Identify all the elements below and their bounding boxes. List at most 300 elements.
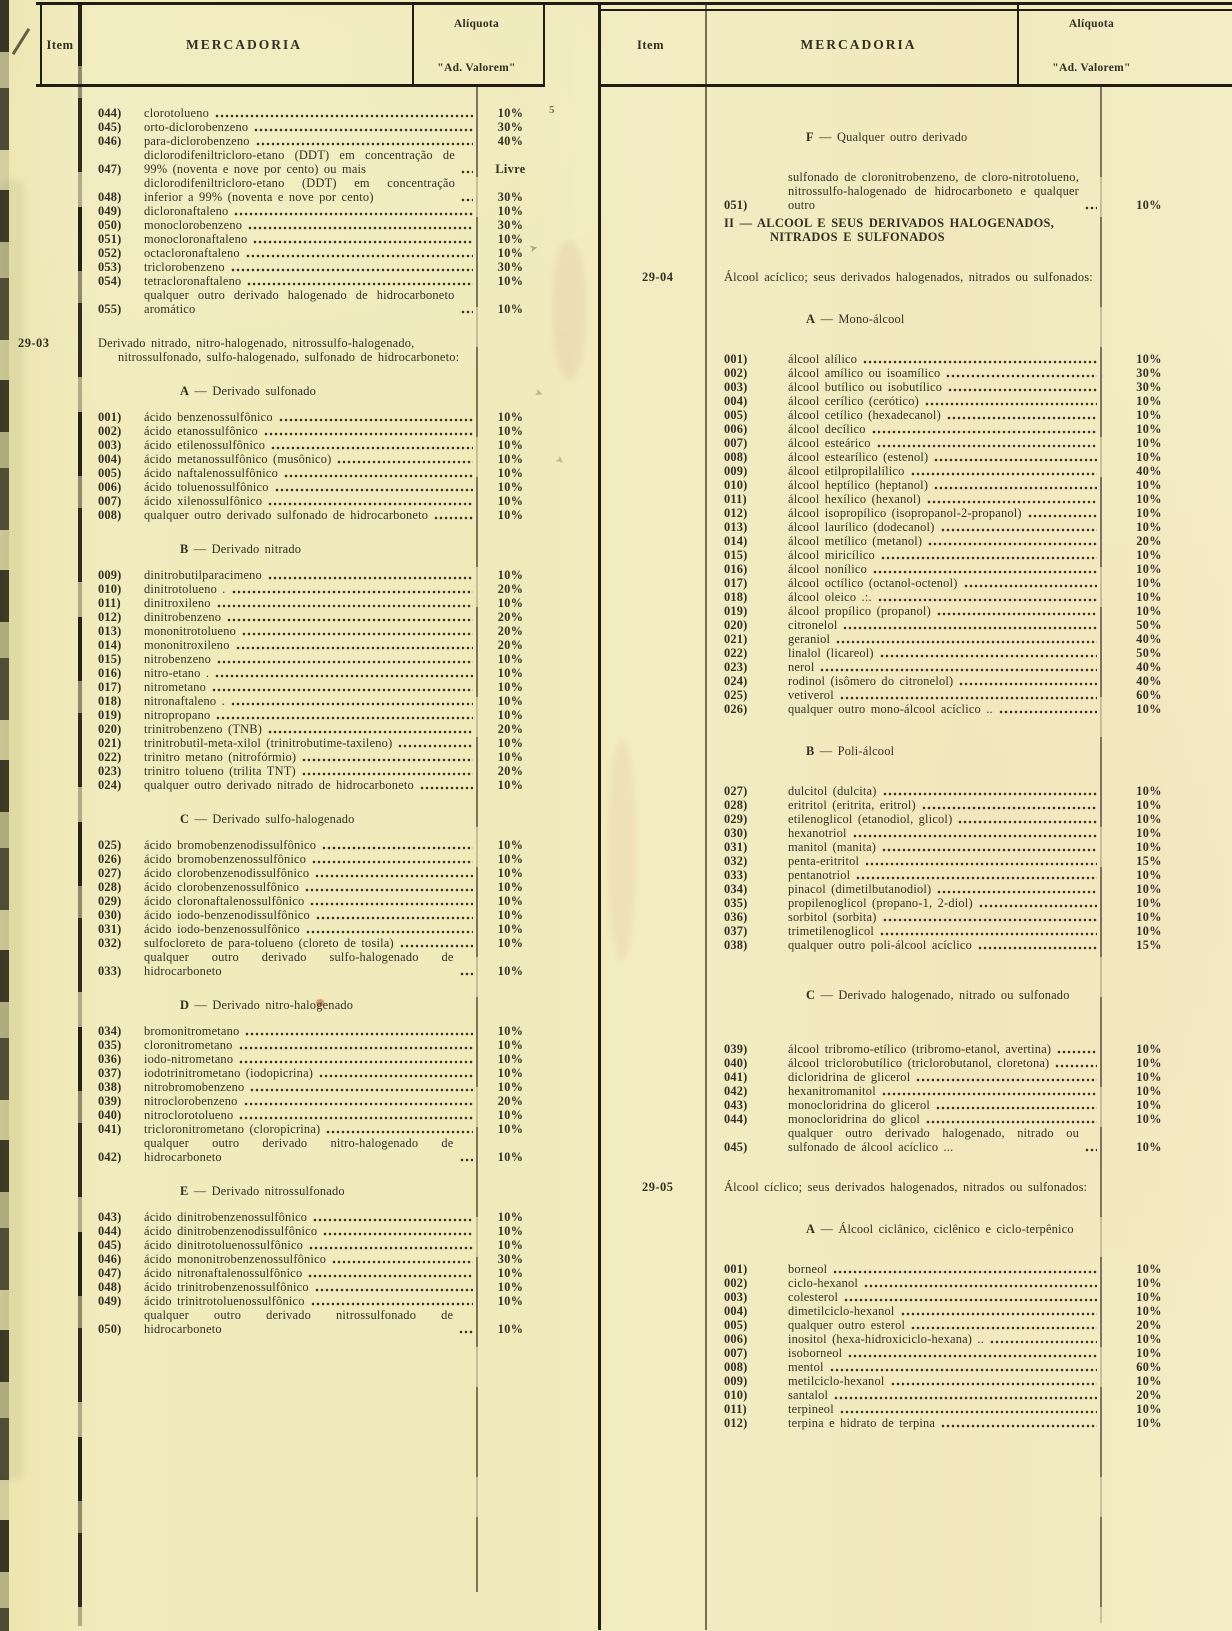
tariff-item-row <box>40 722 545 736</box>
item-rate: 10% <box>1136 436 1162 450</box>
item-description: álcool nonílico <box>788 562 867 576</box>
mercadoria-cell <box>710 478 1100 492</box>
tariff-item-row <box>40 736 545 750</box>
mercadoria-cell <box>80 1224 476 1238</box>
dot-leader <box>302 772 473 776</box>
mercadoria-cell <box>80 384 476 398</box>
roman-heading-row <box>600 216 1232 244</box>
mercadoria-cell <box>80 722 476 736</box>
tariff-item-row <box>600 380 1232 394</box>
item-description: ácido bromobenzenodissulfônico <box>144 838 317 852</box>
item-code: 020) <box>98 722 122 736</box>
tariff-item-row <box>600 170 1232 212</box>
tariff-item-row <box>40 424 545 438</box>
item-description: ácido nitronaftalenossulfônico <box>144 1266 303 1280</box>
item-rate: 10% <box>1136 548 1162 562</box>
section-heading-row <box>600 744 1232 758</box>
mercadoria-cell <box>80 610 476 624</box>
column-header-aliquota <box>410 6 543 84</box>
item-description: terpineol <box>788 1402 834 1416</box>
item-description: pinacol (dimetilbutanodiol) <box>788 882 932 896</box>
mercadoria-cell <box>80 134 476 148</box>
mercadoria-cell <box>80 466 476 480</box>
item-rate: 10% <box>497 480 524 494</box>
tariff-item-row <box>40 288 545 316</box>
tariff-item-row <box>40 866 545 880</box>
item-description: sulfonado de cloronitrobenzeno, de cloro-nitrotolueno, nitrossulfo-halogenado de hidrocarboneto e qualquer outro <box>788 170 1079 212</box>
dot-leader <box>268 502 473 506</box>
mercadoria-cell <box>710 1084 1100 1098</box>
mercadoria-cell <box>80 542 476 556</box>
mercadoria-cell <box>80 736 476 750</box>
item-description: mentol <box>788 1360 824 1374</box>
chapter-number-cell <box>600 270 710 284</box>
item-code: 035) <box>98 1038 122 1052</box>
item-code: 048) <box>98 190 122 204</box>
tariff-item-row <box>600 464 1232 478</box>
item-code: 042) <box>98 1150 122 1164</box>
section-title: — Mono-álcool <box>815 312 905 326</box>
item-rate: 30% <box>1136 366 1162 380</box>
item-description: álcool estearílico (estenol) <box>788 450 929 464</box>
item-rate: 20% <box>1136 534 1162 548</box>
item-code: 004) <box>724 1304 748 1318</box>
mercadoria-cell <box>710 896 1100 910</box>
item-code: 009) <box>724 464 748 478</box>
section-heading <box>98 998 353 1012</box>
item-code: 048) <box>98 1280 122 1294</box>
section-letter: F <box>806 130 814 144</box>
item-code: 044) <box>724 1112 748 1126</box>
item-rate: 10% <box>1136 562 1162 576</box>
item-rate: 10% <box>497 438 524 452</box>
dot-leader <box>990 1340 1097 1344</box>
scan-smudge-green <box>0 180 24 1480</box>
scan-smudge-pink-1 <box>552 240 586 380</box>
pen-mark-4: ➤ <box>553 453 567 467</box>
item-description: nerol <box>788 660 815 674</box>
item-code: 029) <box>724 812 748 826</box>
tariff-item-row <box>600 1374 1232 1388</box>
mercadoria-cell <box>80 908 476 922</box>
section-letter: E <box>180 1184 189 1198</box>
dot-leader <box>271 446 473 450</box>
item-description: hexanotriol <box>788 826 847 840</box>
item-code: 031) <box>724 840 748 854</box>
section-letter: A <box>806 1222 816 1236</box>
mercadoria-cell <box>710 436 1100 450</box>
item-description: nitroclorobenzeno <box>144 1094 238 1108</box>
dot-leader <box>227 618 473 622</box>
item-code: 007) <box>724 1346 748 1360</box>
chapter-number-cell <box>18 336 80 350</box>
item-code: 037) <box>724 924 748 938</box>
section-heading-row <box>40 384 545 398</box>
item-code: 030) <box>724 826 748 840</box>
tariff-item-row <box>600 910 1232 924</box>
dot-leader <box>911 472 1097 476</box>
item-description: monocloronaftaleno <box>144 232 248 246</box>
item-description: nitro-etano . <box>144 666 210 680</box>
item-rate: 10% <box>1136 1112 1162 1126</box>
item-description: terpina e hidrato de terpina <box>788 1416 936 1430</box>
item-description: álcool cerílico (cerótico) <box>788 394 919 408</box>
mercadoria-cell <box>710 1098 1100 1112</box>
mercadoria-cell <box>710 1360 1100 1374</box>
mercadoria-cell <box>80 1122 476 1136</box>
item-code: 012) <box>724 506 748 520</box>
item-code: 017) <box>724 576 748 590</box>
tariff-item-row <box>40 134 545 148</box>
item-code: 045) <box>98 120 122 134</box>
section-heading <box>724 130 967 144</box>
item-description: qualquer outro derivado sulfo-halogenado de hidrocarboneto <box>144 950 454 978</box>
item-description: citronelol <box>788 618 838 632</box>
item-rate: 10% <box>497 302 524 316</box>
item-rate: 10% <box>497 750 524 764</box>
tariff-item-row <box>600 534 1232 548</box>
item-rate: 10% <box>497 894 524 908</box>
dot-leader <box>236 646 473 650</box>
item-description: monocloridrina do glicerol <box>788 1098 931 1112</box>
item-code: 045) <box>98 1238 122 1252</box>
mercadoria-cell <box>80 508 476 522</box>
item-code: 028) <box>98 880 122 894</box>
tariff-item-row <box>40 582 545 596</box>
item-rate: 10% <box>497 852 524 866</box>
section-letter: B <box>180 542 189 556</box>
tariff-item-row <box>40 652 545 666</box>
dot-leader <box>883 792 1097 796</box>
section-heading <box>724 312 905 326</box>
tariff-item-row <box>40 1136 545 1164</box>
item-rate: 10% <box>497 1024 524 1038</box>
item-code: 004) <box>98 452 122 466</box>
item-rate: 10% <box>497 880 524 894</box>
dot-leader <box>934 486 1097 490</box>
tariff-item-row <box>600 478 1232 492</box>
mercadoria-cell <box>80 494 476 508</box>
tariff-item-row <box>600 1126 1232 1154</box>
item-rate: Livre <box>495 162 526 176</box>
item-code: 051) <box>98 232 122 246</box>
item-code: 003) <box>724 380 748 394</box>
dot-leader <box>922 806 1097 810</box>
section-letter: D <box>180 998 190 1012</box>
item-description: propilenoglicol (propano-1, 2-diol) <box>788 896 973 910</box>
item-description: vetiverol <box>788 688 834 702</box>
item-code: 011) <box>724 492 747 506</box>
dot-leader <box>979 904 1097 908</box>
tariff-item-row <box>600 1070 1232 1084</box>
item-description: dinitrobutilparacimeno <box>144 568 262 582</box>
item-code: 007) <box>724 436 748 450</box>
aliquota-label-line2: "Ad. Valorem" <box>437 62 516 74</box>
item-description: dimetilciclo-hexanol <box>788 1304 895 1318</box>
item-rate: 30% <box>497 1252 524 1266</box>
dot-leader <box>315 874 473 878</box>
item-rate: 10% <box>1136 702 1162 716</box>
dot-leader <box>246 254 473 258</box>
item-rate: 10% <box>1136 868 1162 882</box>
item-rate: 10% <box>497 1294 524 1308</box>
item-rate: 10% <box>497 680 524 694</box>
dot-leader <box>844 1298 1097 1302</box>
dot-leader <box>999 710 1097 714</box>
item-description: ácido dinitrobenzenossulfônico <box>144 1210 308 1224</box>
item-rate: 40% <box>1136 660 1162 674</box>
dot-leader <box>256 142 473 146</box>
dot-leader <box>398 744 473 748</box>
tariff-item-row <box>600 646 1232 660</box>
item-code: 029) <box>98 894 122 908</box>
item-description: álcool laurílico (dodecanol) <box>788 520 935 534</box>
mercadoria-cell <box>80 652 476 666</box>
tariff-item-row <box>40 838 545 852</box>
tariff-item-row <box>600 408 1232 422</box>
chapter-number-cell <box>600 1180 710 1194</box>
item-description: ácido trinitrobenzenossulfônico <box>144 1280 309 1294</box>
tariff-item-row <box>40 452 545 466</box>
mercadoria-cell <box>80 260 476 274</box>
item-rate: 10% <box>497 106 524 120</box>
item-description: ácido cloronaftalenossulfônico <box>144 894 305 908</box>
tariff-item-row <box>40 894 545 908</box>
item-description: monoclorobenzeno <box>144 218 243 232</box>
item-rate: 10% <box>1136 492 1162 506</box>
item-description: qualquer outro derivado halogenado, nitrado ou sulfonado de álcool acíclico ... <box>788 1126 1079 1154</box>
dot-leader <box>264 432 473 436</box>
item-code: 003) <box>724 1290 748 1304</box>
dot-leader <box>941 1424 1097 1428</box>
tariff-item-row <box>600 436 1232 450</box>
dot-leader <box>253 240 473 244</box>
dot-leader <box>215 114 473 118</box>
section-heading-row <box>600 988 1232 1002</box>
item-code: 049) <box>98 204 122 218</box>
dot-leader <box>865 862 1097 866</box>
dot-leader <box>231 702 473 706</box>
item-rate: 10% <box>1136 520 1162 534</box>
item-code: 036) <box>98 1052 122 1066</box>
item-code: 046) <box>98 1252 122 1266</box>
item-description: hexanitromanitol <box>788 1084 876 1098</box>
item-rate: 10% <box>1136 1084 1162 1098</box>
dot-leader <box>268 576 473 580</box>
item-description: dulcitol (dulcita) <box>788 784 877 798</box>
item-rate: 10% <box>497 204 524 218</box>
section-heading-row <box>40 1184 545 1198</box>
tariff-item-row <box>40 246 545 260</box>
section-letter: A <box>806 312 816 326</box>
tariff-item-row <box>40 922 545 936</box>
dot-leader <box>254 128 473 132</box>
dot-leader <box>322 846 473 850</box>
mercadoria-cell <box>710 854 1100 868</box>
mercadoria-cell <box>80 1184 476 1198</box>
mercadoria-cell <box>710 520 1100 534</box>
item-rate: 10% <box>497 694 524 708</box>
mercadoria-cell <box>80 880 476 894</box>
item-code: 035) <box>724 896 748 910</box>
item-rate: 10% <box>497 964 524 978</box>
chapter-code: 29-03 <box>18 336 50 350</box>
section-title: — Derivado sulfonado <box>189 384 317 398</box>
mercadoria-cell <box>80 148 476 176</box>
section-heading <box>98 812 355 826</box>
item-code: 052) <box>98 246 122 260</box>
tariff-item-row <box>600 840 1232 854</box>
item-rate: 10% <box>497 666 524 680</box>
dot-leader <box>843 626 1097 630</box>
tariff-item-row <box>600 1318 1232 1332</box>
chapter-description: Derivado nitrado, nitro-halogenado, nitrossulfo-halogenado, nitrossulfonado, sulfo-halogenado, sulfonado de hidrocarboneto: <box>98 336 460 364</box>
item-rate: 10% <box>1136 812 1162 826</box>
item-code: 026) <box>98 852 122 866</box>
mercadoria-cell <box>710 1402 1100 1416</box>
item-code: 012) <box>724 1416 748 1430</box>
item-code: 028) <box>724 798 748 812</box>
item-description: álcool tribromo-etílico (tribromo-etanol, avertina) <box>788 1042 1052 1056</box>
item-code: 014) <box>724 534 748 548</box>
item-rate: 20% <box>1136 1318 1162 1332</box>
item-description: álcool propílico (propanol) <box>788 604 931 618</box>
item-description: nitrometano <box>144 680 207 694</box>
item-code: 005) <box>98 466 122 480</box>
tariff-item-row <box>600 1402 1232 1416</box>
item-description: qualquer outro mono-álcool acíclico .. <box>788 702 993 716</box>
item-rate: 10% <box>1136 1346 1162 1360</box>
tariff-item-row <box>40 624 545 638</box>
item-rate: 20% <box>497 764 524 778</box>
item-code: 032) <box>724 854 748 868</box>
item-rate: 10% <box>1136 910 1162 924</box>
item-description: qualquer outro derivado nitro-halogenado de hidrocarboneto <box>144 1136 454 1164</box>
mercadoria-cell <box>710 1222 1100 1236</box>
item-rate: 10% <box>497 1238 524 1252</box>
dot-leader <box>880 932 1097 936</box>
mercadoria-cell <box>80 624 476 638</box>
dot-leader <box>247 282 473 286</box>
item-code: 034) <box>724 882 748 896</box>
item-rate: 10% <box>1136 1402 1162 1416</box>
item-rate: 10% <box>1136 478 1162 492</box>
pen-mark-3: ➤ <box>533 387 545 400</box>
tariff-item-row <box>40 494 545 508</box>
dot-leader <box>873 570 1097 574</box>
item-rate: 10% <box>497 936 524 950</box>
item-rate: 30% <box>497 190 524 204</box>
tariff-item-row <box>40 852 545 866</box>
item-code: 051) <box>724 198 748 212</box>
item-description: nitrobenzeno <box>144 652 212 666</box>
dot-leader <box>308 1274 473 1278</box>
item-code: 018) <box>724 590 748 604</box>
item-description: álcool heptílico (heptanol) <box>788 478 929 492</box>
tariff-item-row <box>600 548 1232 562</box>
item-code: 034) <box>98 1024 122 1038</box>
section-letter: B <box>806 744 815 758</box>
tariff-item-row <box>600 1276 1232 1290</box>
tariff-item-row <box>40 1308 545 1336</box>
item-code: 033) <box>98 964 122 978</box>
mercadoria-cell <box>710 988 1100 1002</box>
item-rate: 10% <box>497 652 524 666</box>
tariff-item-row <box>600 784 1232 798</box>
item-description: octacloronaftaleno <box>144 246 240 260</box>
item-code: 030) <box>98 908 122 922</box>
dot-leader <box>964 584 1097 588</box>
tariff-item-row <box>40 950 545 978</box>
item-rate: 10% <box>497 1322 524 1336</box>
dot-leader <box>947 416 1097 420</box>
item-code: 054) <box>98 274 122 288</box>
section-heading-row <box>40 998 545 1012</box>
item-rate: 10% <box>1136 506 1162 520</box>
mercadoria-cell <box>710 1346 1100 1360</box>
item-rate: 20% <box>497 610 524 624</box>
item-description: álcool amílico ou isoamílico <box>788 366 941 380</box>
mercadoria-cell <box>710 1416 1100 1430</box>
tariff-item-row <box>600 1084 1232 1098</box>
section-letter: C <box>180 812 190 826</box>
tariff-item-row <box>40 1252 545 1266</box>
item-rate: 10% <box>497 508 524 522</box>
dot-leader <box>881 556 1097 560</box>
mercadoria-cell <box>710 1290 1100 1304</box>
aliquota-label-line2: "Ad. Valorem" <box>1052 62 1131 74</box>
dot-leader <box>820 668 1097 672</box>
dot-leader <box>834 1396 1097 1400</box>
item-description: álcool octílico (octanol-octenol) <box>788 576 958 590</box>
item-rate: 40% <box>1136 674 1162 688</box>
item-rate: 10% <box>497 1066 524 1080</box>
mercadoria-cell <box>80 1280 476 1294</box>
item-rate: 60% <box>1136 1360 1162 1374</box>
tariff-item-row <box>600 1388 1232 1402</box>
dot-leader <box>460 972 473 976</box>
item-rate: 10% <box>497 494 524 508</box>
item-description: rodinol (isômero do citronelol) <box>788 674 954 688</box>
dot-leader <box>245 1032 473 1036</box>
item-description: qualquer outro derivado nitrado de hidrocarboneto <box>144 778 414 792</box>
item-rate: 40% <box>497 134 524 148</box>
tariff-item-row <box>40 1052 545 1066</box>
item-rate: 10% <box>497 1038 524 1052</box>
tariff-item-row <box>600 422 1232 436</box>
item-code: 005) <box>724 408 748 422</box>
mercadoria-cell <box>710 812 1100 826</box>
dot-leader <box>275 488 473 492</box>
column-header-mercadoria: MERCADORIA <box>186 37 302 52</box>
dot-leader <box>284 474 473 478</box>
item-description: álcool triclorobutílico (triclorobutanol, cloretona) <box>788 1056 1050 1070</box>
mercadoria-cell <box>710 548 1100 562</box>
mercadoria-cell <box>80 1038 476 1052</box>
dot-leader <box>315 1288 473 1292</box>
mercadoria-cell <box>80 1094 476 1108</box>
tariff-item-row <box>600 854 1232 868</box>
dot-leader <box>306 930 473 934</box>
item-rate: 40% <box>1136 632 1162 646</box>
section-letter: A <box>180 384 190 398</box>
item-rate: 10% <box>497 452 524 466</box>
dot-leader <box>880 654 1097 658</box>
tariff-item-row <box>600 590 1232 604</box>
tariff-item-row <box>40 936 545 950</box>
item-description: penta-eritritol <box>788 854 860 868</box>
dot-leader <box>326 1130 473 1134</box>
